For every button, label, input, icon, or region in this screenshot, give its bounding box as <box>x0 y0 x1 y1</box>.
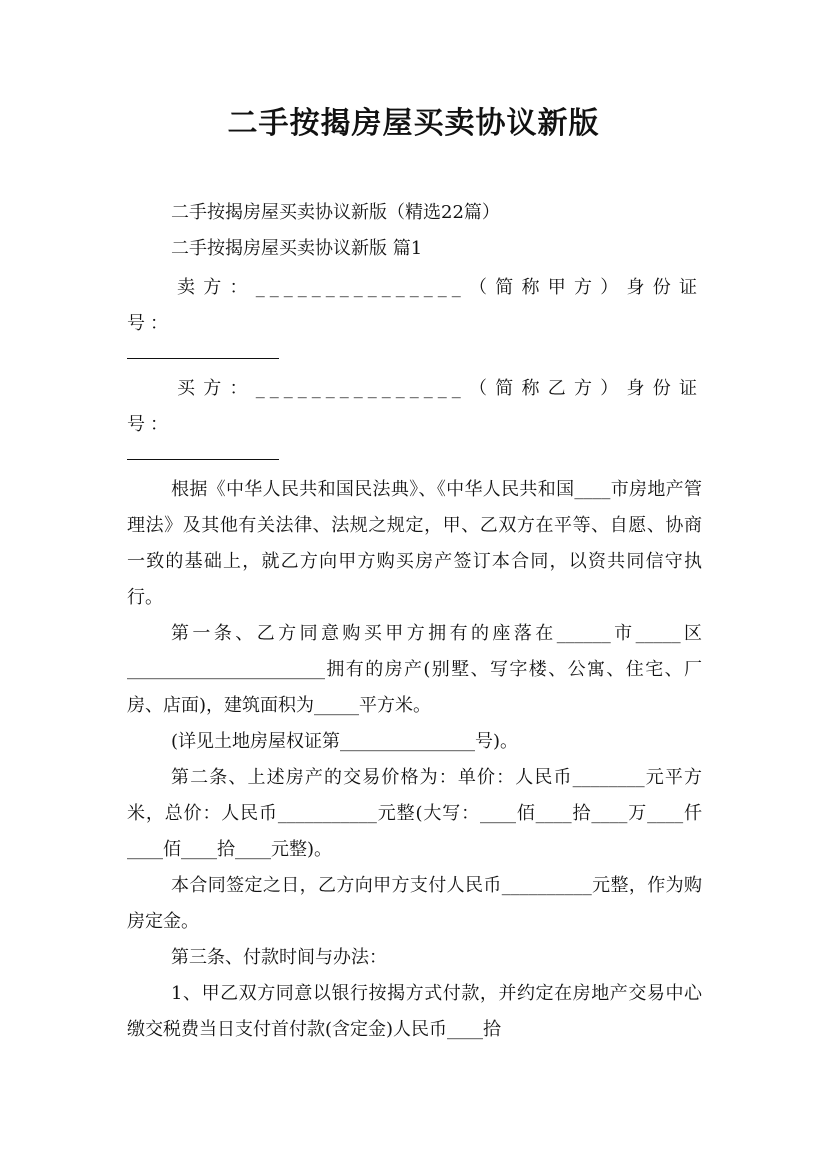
seller-id-blank <box>127 342 279 359</box>
paragraph: (详见土地房屋权证第_______________号)。 <box>171 731 519 752</box>
seller-line: 卖方：_______________（简称甲方）身份证号： <box>127 277 702 334</box>
buyer-id-blank <box>127 443 279 460</box>
paragraph: 根据《中华人民共和国民法典》、《中华人民共和国____市房地产管理法》及其他有关法律、法规之规定，甲、乙双方在平等、自愿、协商一致的基础上，就乙方向甲方购买房产签订本合同，以资共同信守执行。 <box>127 479 702 608</box>
paragraph: 第二条、上述房产的交易价格为：单价：人民币________元平方米，总价：人民币___________元整(大写：____佰____拾____万____仟____佰____拾____元整)。 <box>127 767 702 860</box>
paragraph: 1、甲乙双方同意以银行按揭方式付款，并约定在房地产交易中心缴交税费当日支付首付款(含定金)人民币____拾 <box>127 983 702 1040</box>
document-subtitle: 二手按揭房屋买卖协议新版（精选22篇） <box>171 202 500 223</box>
document-body <box>127 195 702 1048</box>
paragraph: 第三条、付款时间与办法： <box>171 947 387 968</box>
paragraph: 本合同签定之日，乙方向甲方支付人民币__________元整，作为购房定金。 <box>127 875 702 932</box>
section-heading: 二手按揭房屋买卖协议新版 篇1 <box>171 238 423 259</box>
document-title: 二手按揭房屋买卖协议新版 <box>227 106 600 141</box>
buyer-line: 买方：_______________（简称乙方）身份证号： <box>127 378 702 435</box>
paragraph: 第一条、乙方同意购买甲方拥有的座落在______市_____区______________________拥有的房产(别墅、写字楼、公寓、住宅、厂房、店面)，建筑面积为_____平方米。 <box>127 623 702 716</box>
